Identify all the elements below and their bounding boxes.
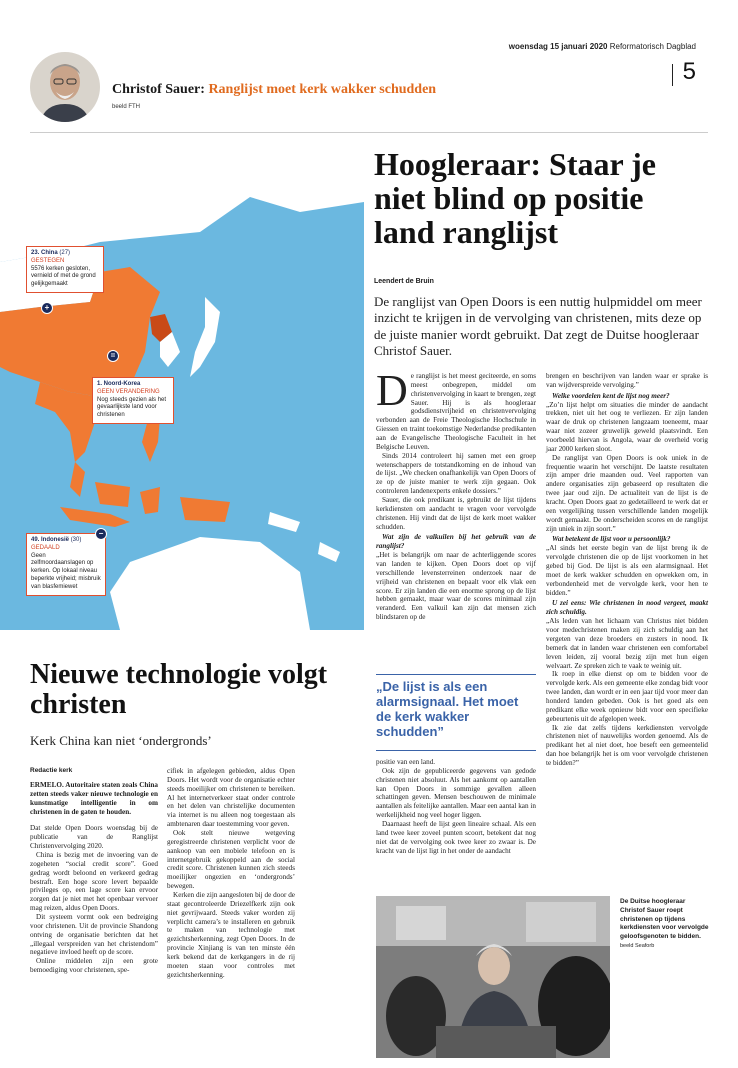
header-title	[112, 82, 436, 98]
quote-rule-bottom	[376, 750, 536, 751]
map-pin-north-korea: =	[107, 350, 119, 362]
article2-headline: Nieuwe technologie volgt christen	[30, 659, 328, 721]
portrait-photo	[30, 52, 100, 122]
dateline: woensdag 15 januari 2020 Reformatorisch Dagblad	[508, 42, 696, 51]
article1-lead: De ranglijst van Open Doors is een nuttig hulpmiddel om meer inzicht te krijgen in de vervolging van christenen, mits deze op de juiste manier wordt gebruikt. Dat zegt de Duitse hoogleraar Christof Sauer.	[374, 294, 702, 358]
article1-col2: brengen en beschrijven van landen waar er sprake is van wijdverspreide vervolging.” Welke voordelen kent de lijst nog meer? „Zo’n lijst helpt om situaties die minder de aandacht trekken, niet uit het oog te verliezen. Er zijn landen waar de druk op christenen langzaam toeneemt, maar waar niet zozeer gruwelijk geweld plaatsvindt. Een voorbeeld hiervan is Angola, waar de overheid vorig jaar 2000 kerken sloot. De ranglijst van Open Doors is ook uniek in de frequentie waarin het verschijnt. De laatste resultaten zijn amper drie maanden oud. Veel rapporten van andere organisaties zijn gebaseerd op resultaten die twee jaar oud zijn. De actualiteit van de lijst is de kracht. Open Doors gaat zo gedetailleerd te werk dat er een vergelijking tussen verschillende landen mogelijk wordt gemaakt. De onderscheiden scores en de ranglijst zijn uniek in zijn soort.” Wat betekent de lijst voor u persoonlijk? „Al sinds het eerste begin van de lijst breng ik de vervolgde christenen die op de lijst voorkomen in het gebed bij God. De lijst is als een alarmsignaal. Het moet de kerk wakker schudden en opwekken om, in verbondenheid met de vervolgde kerk, voor hen te bidden.” U zei eens: Wie christenen in nood vergeet, maakt zich schuldig. „Als leden van het lichaam van Christus niet bidden voor medechristenen maken zij zich schuldig aan het vergeten van deze broeders en zusters in nood. Ik bemerk dat in landen waar christenen een comfortabel leven leiden, zij vooral bezig zijn met hun eigen welvaart. Ze spreken zich te vaak te weinig uit. Ik roep in elke dienst op om te bidden voor de vervolgde kerk. Als een gemeente elke zondag bidt voor twee landen, dan wordt er in een jaar tijd voor meer dan honderd landen gebeden. Ook is het goed als een predikant elke week opnieuw bidt voor een specifieke gebeurtenis uit de afgelopen week. Ik zie dat zelfs tijdens kerkdiensten vervolgde christenen niet of nauwelijks worden genoemd. Als de predikant het al niet doet, hoe beseft een gemeentelid dan hoe belangrijk het is om voor vervolgde christenen te bidden?”	[546, 372, 708, 767]
header-rule	[30, 132, 708, 133]
map-callout-indonesia: 49. Indonesië (30) GEDAALD Geen zelfmoordaanslagen op kerken. Op lokaal niveau beperkte vrijheid; misbruik van blasfemiewet	[26, 533, 106, 596]
dropcap: D	[376, 366, 408, 415]
header-photo-credit: beeld FTH	[112, 104, 141, 110]
pull-quote: „De lijst is als een alarmsignaal. Het moet de kerk wakker schudden”	[376, 679, 519, 739]
article1-col1-top: D e ranglijst is het meest geciteerde, en soms meest onbegrepen, middel om christenvervolging in kaart te brengen, zegt Sauer. Hij is als hoogleraar godsdienstvrijheid en christenvervolging verbonden aan de Freie Theologische Hochschule in Giessen en traint toekomstige Nederlandse predikanten aan de Evangelische Theologische Faculteit in het Belgische Leuven. Sinds 2014 controleert hij samen met een groep wetenschappers de totstandkoming en de inhoud van de lijst. „We checken onafhankelijk van Open Doors of ze op de juiste manier te werk zijn gegaan. Ook controleren landenexperts enkele dossiers.” Sauer, die ook predikant is, gebruikt de lijst tijdens kerkdiensten om aandacht te vragen voor vervolgde christenen. Hij vindt dat de lijst de kerk moet wakker schudden. Wat zijn de valkuilen bij het gebruik van de ranglijst? „Het is belangrijk om naar de achterliggende scores van landen te kijken. Open Doors doet op vijf verschillende levensterreinen onderzoek naar de vrijheid van christenen en bepaalt voor elk vlak een score. Er zijn landen die een enorme sprong op de lijst hebben gemaakt, maar waar de scores minimaal zijn veranderd. Een valkuil kan zijn dat mensen zich blindstaren op de	[376, 366, 536, 622]
map-pin-indonesia: −	[95, 528, 107, 540]
quote-rule-top	[376, 674, 536, 675]
article2-col1: ERMELO. Autoritaire staten zoals China zetten steeds vaker nieuwe technologie en kunstmatige intelligentie in om christenen in de gaten te houden. Dat stelde Open Doors woensdag bij de publicatie van de Ranglijst Christenvervolging 2020. China is bezig met de invoering van de zogeheten “social credit score”. Goed gedrag wordt beloond en verkeerd gedrag bestraft. Een hoge score levert bepaalde privileges op, een lage score kan ervoor zorgen dat je niet met het openbaar vervoer mag reizen, aldus Open Doors. Dit systeem vormt ook een bedreiging voor christenen. Uit de provincie Shandong ontving de organisatie berichten dat het „illegaal verspreiden van het christendom” negatieve invloed heeft op de score. Online middelen zijn een grote bemoediging voor christenen, spe-	[30, 781, 158, 975]
persecution-map	[0, 142, 364, 630]
page-number: 5	[682, 58, 696, 85]
map-callout-china: 23. China (27) GESTEGEN 5576 kerken gesloten, vernield of met de grond gelijkgemaakt	[26, 246, 104, 293]
map-pin-china: +	[41, 302, 53, 314]
article1-byline: Leendert de Bruin	[374, 278, 434, 285]
header-person: Christof Sauer:	[112, 82, 205, 97]
photo-caption: De Duitse hoogleraar Christof Sauer roept christenen op tijdens kerkdiensten voor vervolgde geloofsgenoten te bidden. beeld Seaforb	[620, 898, 709, 949]
header-subject: Ranglijst moet kerk wakker schudden	[208, 82, 437, 97]
map-callout-north-korea: 1. Noord-Korea GEEN VERANDERING Nog steeds gezien als het gevaarlijkste land voor christenen	[92, 377, 174, 424]
article1-col1-bottom: positie van een land. Ook zijn de gepubliceerde gegevens van gedode christenen niet absoluut. Als het aankomt op aantallen kan Open Doors in sommige gevallen alleen schattingen geven. Mensen beschouwen de minimale aantallen als feitelijke aantallen. Maar een aantal kan in werkelijkheid nog veel hoger liggen. Daarnaast heeft de lijst geen lineaire schaal. Als een land twee keer zoveel punten scoort, betekent dat nog niet dat de vervolging ook twee keer zo zwaar is. De kracht van de lijst ligt in het onder de aandacht	[376, 758, 536, 855]
article1-headline: Hoogleraar: Staar je niet blind op positie land ranglijst	[374, 146, 656, 250]
article2-col2: cifiek in afgelegen gebieden, aldus Open Doors. Het wordt voor de organisatie echter steeds moeilijker om christenen te bereiken. Al het internetverkeer staat onder controle en het delen van christelijke documenten via internet is nu alleen nog toegestaan als ambtenaren daar toestemming voor geven. Ook stelt nieuwe wetgeving geregistreerde christenen verplicht voor de aankoop van een mobiele telefoon en is internetgebruik gekoppeld aan de social credit score. Christenen kunnen zich steeds moeilijker ongezien en ‘ondergronds’ bewegen. Kerken die zijn aangesloten bij de door de staat gecontroleerde Driezelfkerk zijn ook niet gevrijwaard. Steeds vaker worden zij verplicht camera’s te installeren en gebruik te maken van technologie met gezichtsherkenning, zegt Open Doors. In de provincie Xinjiang is van ten minste één kerk bekend dat de kerkgangers in de rij moeten staan voor controles met gezichtsherkenning.	[167, 767, 295, 979]
article1-photo	[376, 896, 610, 1058]
article2-byline: Redactie kerk	[30, 767, 73, 774]
page-divider	[672, 64, 673, 86]
article2-subhead: Kerk China kan niet ‘ondergronds’	[30, 733, 212, 748]
